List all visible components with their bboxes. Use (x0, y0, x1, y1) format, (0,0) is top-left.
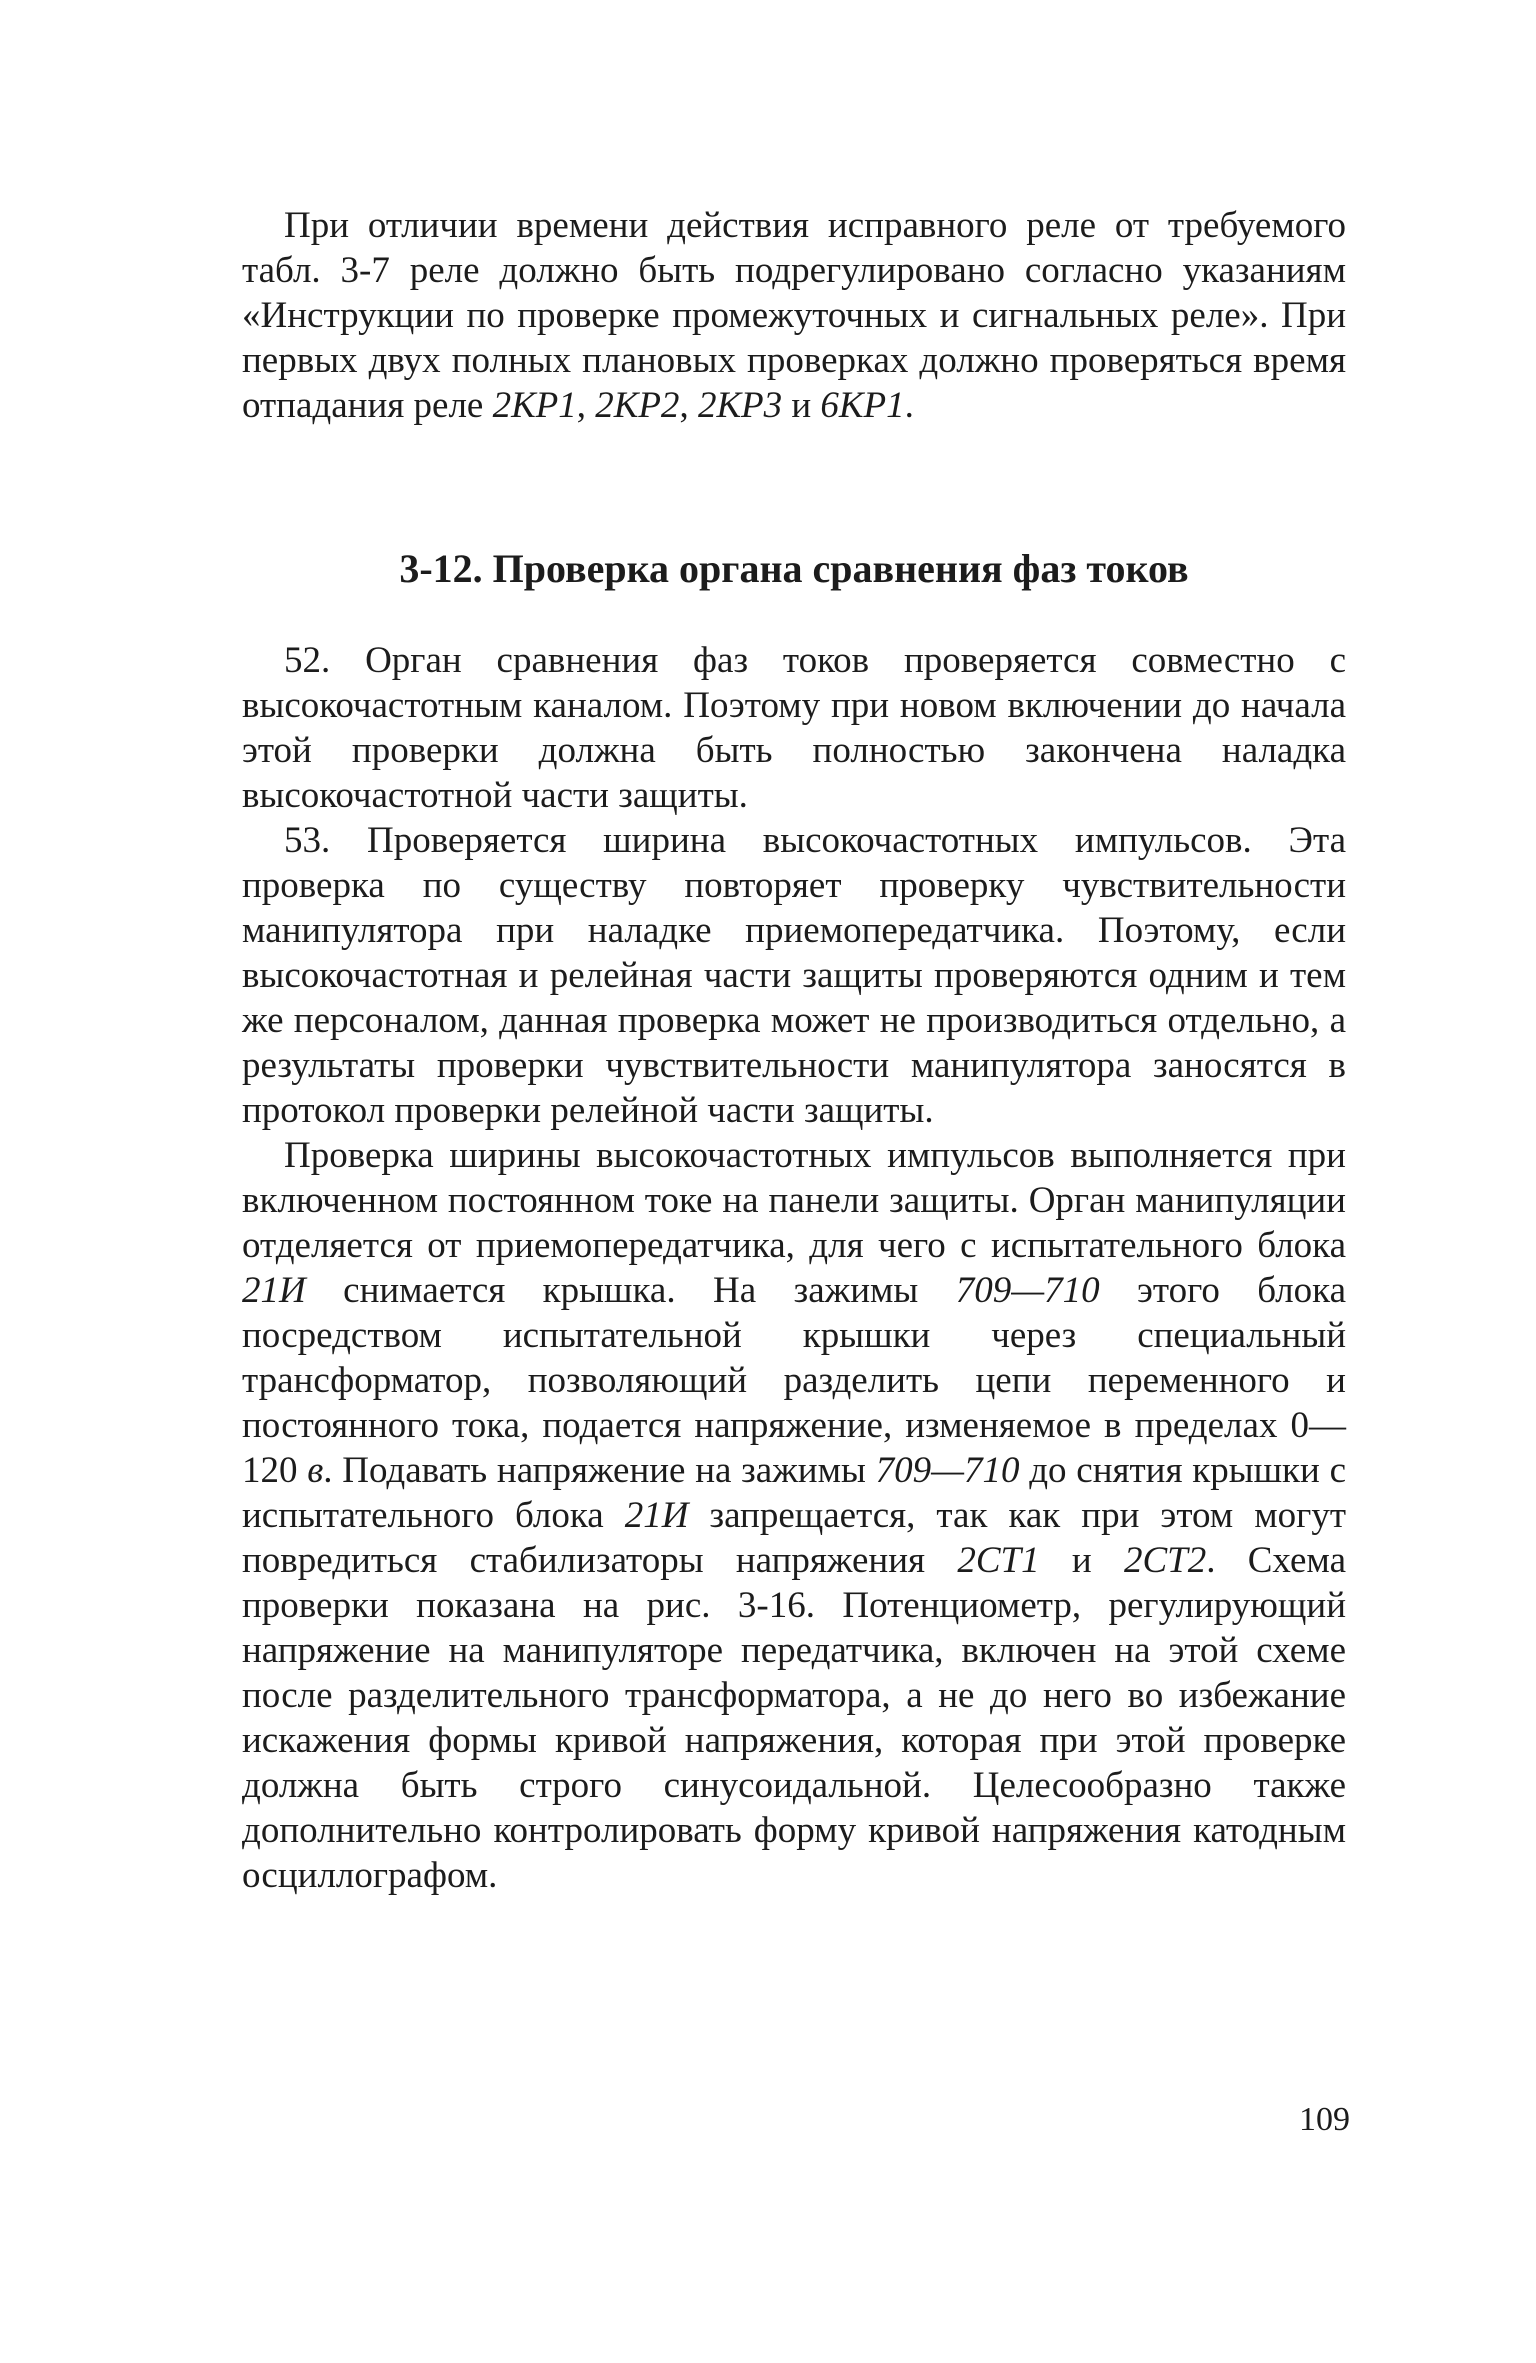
page-number: 109 (1299, 2101, 1350, 2138)
relay-label: 2КР3 (697, 385, 783, 426)
stabilizer-label: 2СТ2 (1123, 1540, 1207, 1581)
relay-label: 6КР1 (820, 385, 905, 426)
relay-label: 2КР1 (492, 385, 577, 426)
body-text: до снятия крышки с испытательного блока (242, 1450, 1346, 1536)
intro-paragraph (242, 203, 1346, 428)
separator: , (679, 385, 698, 426)
clamps-label: 709—710 (955, 1270, 1100, 1311)
block-label: 21И (624, 1495, 689, 1536)
relay-label: 2КР2 (595, 385, 680, 426)
intro-text-block (242, 203, 1346, 428)
section-heading: 3-12. Проверка органа сравнения фаз токов (399, 546, 1189, 591)
separator: . (904, 385, 914, 426)
separator: и (782, 385, 821, 426)
body-text: и (1039, 1540, 1124, 1581)
stabilizer-label: 2СТ1 (957, 1540, 1040, 1581)
body-text: . Схема проверки показана на рис. 3-16. Потенциометр, регулирующий напряжение на манипуляторе передатчика, включен на этой схеме после разделительного трансформатора, а не до него во избежание искажения формы кривой напряжения, которая при этой проверке должна быть строго синусоидальной. Целесообразно также дополнительно контролировать форму кривой напряжения катодным осциллографом. (242, 1540, 1346, 1896)
body-text: этого блока посредством испытательной крышки через специальный трансформатор, позволяющий разделить цепи переменного и постоянного тока, подается напряжение, изменяемое в пределах 0—120 (242, 1270, 1346, 1491)
paragraph-52: 52. Орган сравнения фаз токов проверяется совместно с высокочастотным каналом. Поэтому при новом включении до начала этой проверки должна быть полностью закончена наладка высокочастотной части защиты. (242, 640, 1346, 816)
paragraph-53: 53. Проверяется ширина высокочастотных импульсов. Эта проверка по существу повторяет проверку чувствительности манипулятора при наладке приемопередатчика. Поэтому, если высокочастотная и релейная части защиты проверяются одним и тем же персоналом, данная проверка может не производиться отдельно, а результаты проверки чувствительности манипулятора заносятся в протокол проверки релейной части защиты. (242, 820, 1346, 1131)
body-text: . Подавать напряжение на зажимы (323, 1450, 876, 1491)
body-text: Проверка ширины высокочастотных импульсов выполняется при включенном постоянном токе на панели защиты. Орган манипуляции отделяется от приемопередатчика, для чего с испытательного блока (242, 1135, 1346, 1266)
main-text-block (242, 638, 1346, 1898)
clamps-label: 709—710 (875, 1450, 1020, 1491)
paragraph-check (242, 1133, 1346, 1898)
intro-text: При отличии времени действия исправного реле от требуемого табл. 3-7 реле должно быть подрегулировано согласно указаниям «Инструкции по проверке промежуточных и сигнальных реле». При первых двух полных плановых проверках должно проверяться время отпадания реле (242, 205, 1346, 426)
unit-label: в (307, 1450, 324, 1491)
body-text: запрещается, так как при этом могут повредиться стабилизаторы напряжения (242, 1495, 1346, 1581)
body-text: снимается крышка. На зажимы (305, 1270, 956, 1311)
block-label: 21И (242, 1270, 306, 1311)
separator: , (576, 385, 596, 426)
